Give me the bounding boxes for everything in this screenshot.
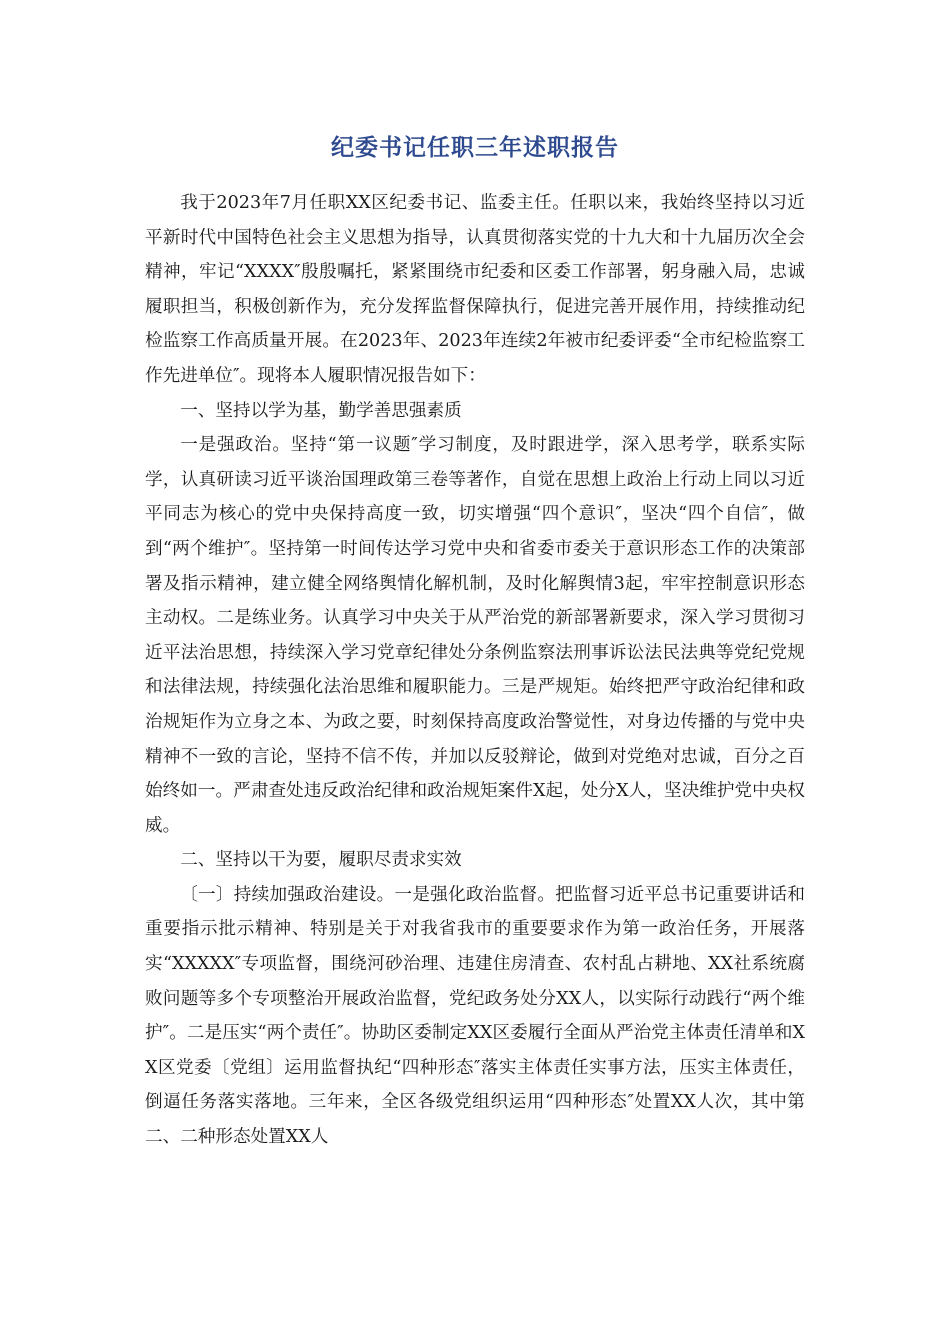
paragraph-section-1: 一是强政治。坚持“第一议题″学习制度，及时跟进学，深入思考学，联系实际学，认真研读习近平谈治国理政第三卷等著作，自觉在思想上政治上行动上同以习近平同志为核心的党中央保持高度一致，切实增强“四个意识″，坚决“四个自信″，做到“两个维护″。坚持第一时间传达学习党中央和省委市委关于意识形态工作的决策部署及指示精神，建立健全网络舆情化解机制，及时化解舆情3起，牢牢控制意识形态主动权。二是练业务。认真学习中央关于从严治党的新部署新要求，深入学习贯彻习近平法治思想，持续深入学习党章纪律处分条例监察法刑事诉讼法民法典等党纪党规和法律法规，持续强化法治思维和履职能力。三是严规矩。始终把严守政治纪律和政治规矩作为立身之本、为政之要，时刻保持高度政治警觉性，对身边传播的与党中央精神不一致的言论，坚持不信不传，并加以反驳辩论，做到对党绝对忠诚，百分之百始终如一。严肃查处违反政治纪律和政治规矩案件X起，处分X人，坚决维护党中央权威。 xyxy=(145,435,805,836)
section-heading-1: 一、坚持以学为基，勤学善思强素质 xyxy=(180,400,462,421)
section-heading-2: 二、坚持以干为要，履职尽责求实效 xyxy=(180,850,462,871)
document-body xyxy=(145,186,805,1155)
paragraph-section-2: 〔一〕持续加强政治建设。一是强化政治监督。把监督习近平总书记重要讲话和重要指示批示精神、特别是关于对我省我市的重要要求作为第一政治任务，开展落实“XXXXX″专项监督，围绕河砂治理、违建住房清查、农村乱占耕地、XX社系统腐败问题等多个专项整治开展政治监督，党纪政务处分XX人，以实际行动践行“两个维护″。二是压实“两个责任″。协助区委制定XX区委履行全面从严治党主体责任清单和XX区党委〔党组〕运用监督执纪“四种形态″落实主体责任实事方法，压实主体责任，倒逼任务落实落地。三年来，全区各级党组织运用“四种形态″处置XX人次，其中第二、二种形态处置XX人 xyxy=(145,884,805,1148)
paragraph-intro: 我于2023年7月任职XX区纪委书记、监委主任。任职以来，我始终坚持以习近平新时代中国特色社会主义思想为指导，认真贯彻落实党的十九大和十九届历次全会精神，牢记“XXXX″殷殷嘱托，紧紧围绕市纪委和区委工作部署，躬身融入局，忠诚履职担当，积极创新作为，充分发挥监督保障执行，促进完善开展作用，持续推动纪检监察工作高质量开展。在2023年、2023年连续2年被市纪委评委“全市纪检监察工作先进单位″。现将本人履职情况报告如下： xyxy=(145,193,805,386)
document-title: 纪委书记任职三年述职报告 xyxy=(331,135,619,161)
